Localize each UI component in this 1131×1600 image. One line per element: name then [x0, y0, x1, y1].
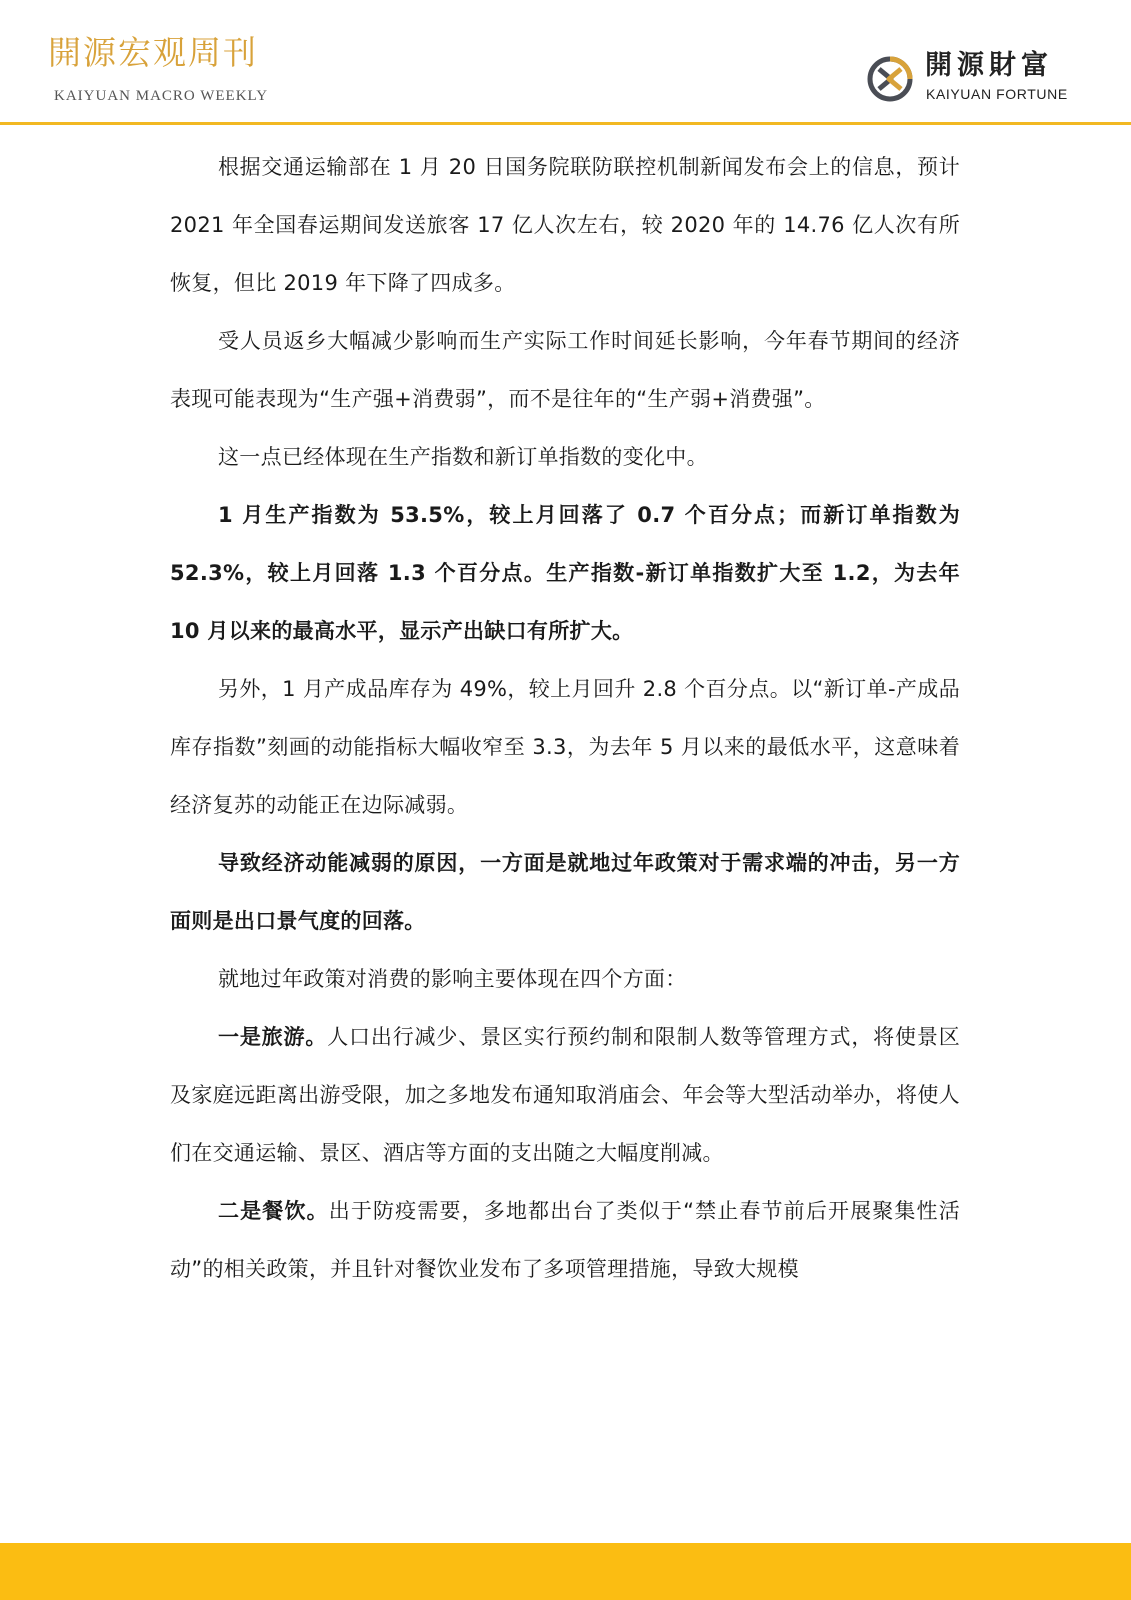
- brand-name: 開源財富: [925, 50, 1053, 81]
- paragraph-production-index: 1 月生产指数为 53.5%，较上月回落了 0.7 个百分点；而新订单指数为 52.3%，较上月回落 1.3 个百分点。生产指数-新订单指数扩大至 1.2，为去年 10 月以来的最高水平，显示产出缺口有所扩大。: [170, 503, 960, 643]
- publication-title: 開源宏观周刊: [48, 33, 258, 72]
- paragraph-production-consumption: 受人员返乡大幅减少影响而生产实际工作时间延长影响，今年春节期间的经济表现可能表现为“生产强+消费弱”，而不是往年的“生产弱+消费强”。: [170, 329, 960, 411]
- article-body: [170, 138, 960, 1298]
- paragraph-tourism: [170, 1008, 960, 1182]
- paragraph-inventory: 另外，1 月产成品库存为 49%，较上月回升 2.8 个百分点。以“新订单-产成品库存指数”刻画的动能指标大幅收窄至 3.3，为去年 5 月以来的最低水平，这意味着经济复苏的动能正在边际减弱。: [170, 677, 960, 817]
- footer-band: [0, 1543, 1131, 1600]
- paragraph-catering: [170, 1182, 960, 1298]
- page-header: [0, 0, 1131, 124]
- header-divider: [0, 122, 1131, 125]
- tourism-lead: 一是旅游。: [218, 1025, 328, 1049]
- paragraph-momentum-causes: 导致经济动能减弱的原因，一方面是就地过年政策对于需求端的冲击，另一方面则是出口景气度的回落。: [170, 851, 960, 933]
- paragraph-spring-travel: 根据交通运输部在 1 月 20 日国务院联防联控机制新闻发布会上的信息，预计 2021 年全国春运期间发送旅客 17 亿人次左右，较 2020 年的 14.76 亿人次有所恢复，但比 2019 年下降了四成多。: [170, 155, 960, 295]
- paragraph-index-intro: 这一点已经体现在生产指数和新订单指数的变化中。: [218, 445, 708, 469]
- catering-text: 出于防疫需要，多地都出台了类似于“禁止春节前后开展聚集性活动”的相关政策，并且针对餐饮业发布了多项管理措施，导致大规模: [170, 1199, 961, 1281]
- catering-lead: 二是餐饮。: [218, 1199, 329, 1223]
- tourism-text: 人口出行减少、景区实行预约制和限制人数等管理方式，将使景区及家庭远距离出游受限，加之多地发布通知取消庙会、年会等大型活动举办，将使人们在交通运输、景区、酒店等方面的支出随之大幅度削减。: [170, 1025, 961, 1165]
- kaiyuan-fortune-logo-icon: [865, 54, 915, 104]
- publication-subtitle: KAIYUAN MACRO WEEKLY: [54, 88, 269, 104]
- brand-english-name: KAIYUAN FORTUNE: [926, 86, 1068, 102]
- paragraph-consumption-impact: 就地过年政策对消费的影响主要体现在四个方面：: [218, 967, 687, 991]
- brand-block: [865, 52, 1095, 108]
